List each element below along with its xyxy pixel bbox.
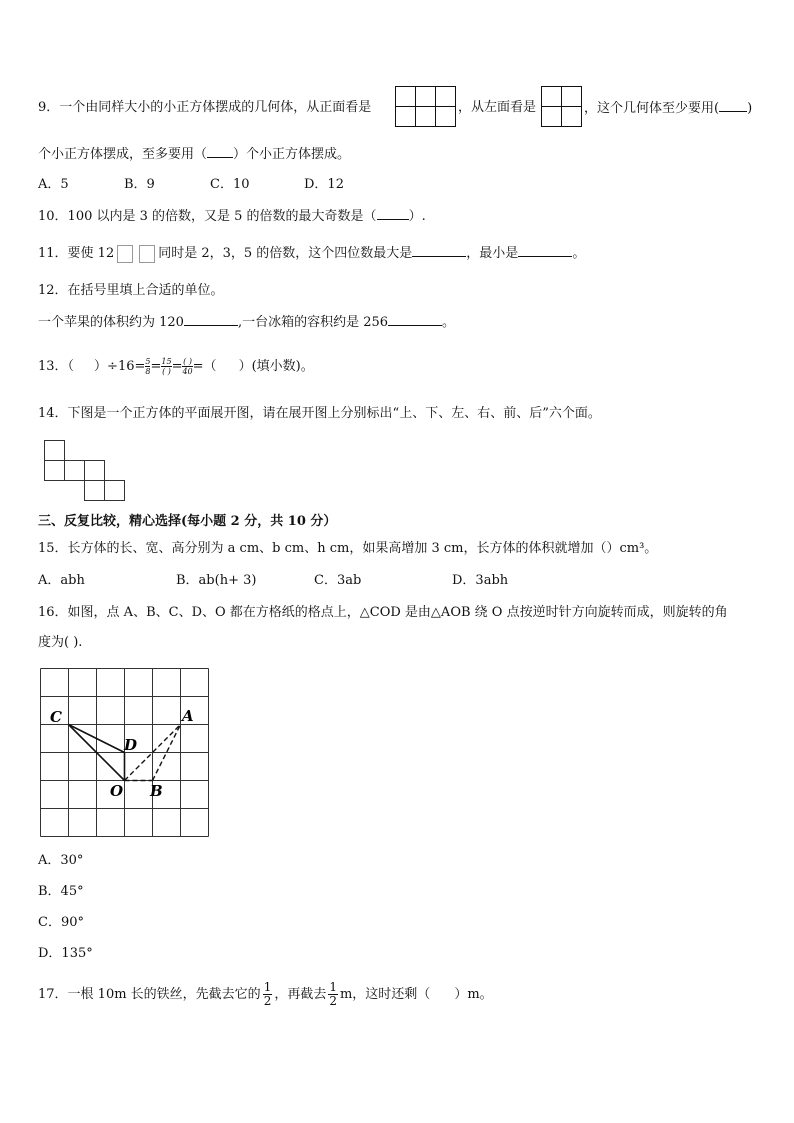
q9-text-c: ，这个几何体至少要用( <box>584 101 720 116</box>
q13-text-a: 13．（ <box>38 359 75 374</box>
q16-option-d[interactable]: D．135° <box>38 946 93 961</box>
point-b-label: B <box>150 782 163 800</box>
q13-blank-1[interactable] <box>74 358 94 370</box>
q13-blank-2[interactable] <box>217 358 239 370</box>
q17-text-c: m，这时还剩（ <box>339 987 431 1002</box>
q13-f2-num: 15 <box>161 357 172 366</box>
q13-fraction-3 <box>182 357 192 376</box>
q16-option-b[interactable]: B．45° <box>38 884 84 899</box>
q12-blank-apple[interactable] <box>184 313 238 326</box>
q9-line1-mid <box>458 99 536 117</box>
q17-line <box>38 980 493 1010</box>
q12-line-a: 一个苹果的体积约为 120 <box>38 315 184 330</box>
q13-line: 13．（ ）÷16= $\frac{5}{8}$ = 15 ( ) = ( ) 40 =（ ）(填小数)。 <box>38 357 314 376</box>
q16-line1: 16．如图，点 A、B、C、D、O 都在方格纸的格点上，△COD 是由△AOB 绕 O 点按逆时针方向旋转而成，则旋转的角 <box>38 605 728 620</box>
q9-left-view-figure <box>541 86 583 128</box>
q16-grid-figure <box>38 666 212 840</box>
q11-text-d: 。 <box>572 246 586 261</box>
q9-text-b: ，从左面看是 <box>458 100 537 115</box>
q17-text-d: ）m。 <box>454 987 493 1002</box>
q9-front-view-figure <box>395 86 457 128</box>
q9-option-c[interactable]: C．10 <box>210 177 250 192</box>
q9-blank-min[interactable] <box>719 99 747 112</box>
q10-blank[interactable] <box>377 207 409 220</box>
q17-fraction-2 <box>328 981 338 1008</box>
q9-line2 <box>38 145 350 164</box>
q9-option-d[interactable]: D．12 <box>304 177 344 192</box>
q11-line <box>38 244 585 263</box>
q17-f2-den: 2 <box>329 994 337 1008</box>
q17-f1-num: 1 <box>263 980 272 994</box>
q9-line2-b: ）个小正方体摆成。 <box>233 147 351 162</box>
q9-line2-a: 个小正方体摆成，至多要用（ <box>38 147 208 162</box>
q16-option-a[interactable]: A．30° <box>38 853 84 868</box>
point-d-label: D <box>124 736 138 754</box>
q9-option-b[interactable]: B．9 <box>124 177 155 192</box>
q16-option-c[interactable]: C．90° <box>38 915 84 930</box>
q14-line: 14．下图是一个正方体的平面展开图，请在展开图上分别标出“上、下、左、右、前、后”六个面。 <box>38 406 601 421</box>
q17-f1-den: 2 <box>263 994 272 1008</box>
q17-f2-num: 1 <box>329 980 337 994</box>
q11-text-a: 11．要使 12 <box>38 246 115 261</box>
q9-text-a: 9．一个由同样大小的小正方体摆成的几何体，从正面看是 <box>38 100 372 115</box>
point-o-label: O <box>110 782 124 800</box>
q15-option-d[interactable]: D．3abh <box>452 573 509 588</box>
q11-digit-box-2[interactable] <box>139 245 155 263</box>
q15-option-c[interactable]: C．3ab <box>314 573 362 588</box>
q11-text-c: ，最小是 <box>466 246 519 261</box>
q11-blank-min[interactable] <box>518 244 572 257</box>
q12-line <box>38 313 455 332</box>
point-a-label: A <box>182 707 194 725</box>
q14-cube-net-figure[interactable] <box>44 440 126 502</box>
q15-line: 15．长方体的长、宽、高分别为 a cm、b cm、h cm，如果高增加 3 cm，长方体的体积就增加（）cm³。 <box>38 541 658 556</box>
q9-blank-max[interactable] <box>207 145 233 158</box>
q15-option-b[interactable]: B．ab(h+ 3) <box>176 573 257 588</box>
q13-text-b: ）÷16= <box>94 359 146 374</box>
q13-text-c: =（ <box>192 359 217 374</box>
q9-text-d: ) <box>747 101 753 116</box>
q9-option-a[interactable]: A．5 <box>38 177 69 192</box>
point-c-label: C <box>50 708 62 726</box>
q12-line-c: 。 <box>442 315 456 330</box>
q13-f2-den: ( ) <box>162 367 171 376</box>
q13-fraction-1 <box>145 357 150 376</box>
q17-fraction-1 <box>263 981 273 1008</box>
q12-blank-fridge[interactable] <box>388 313 442 326</box>
q12-title: 12．在括号里填上合适的单位。 <box>38 283 224 298</box>
q13-fraction-2 <box>161 357 171 376</box>
q12-line-b: ,一台冰箱的容积约是 256 <box>237 315 389 330</box>
q9-line1 <box>38 99 371 117</box>
section3-title: 三、反复比较，精心选择(每小题 2 分，共 10 分） <box>38 514 337 529</box>
q13-f1-den: 8 <box>145 367 151 376</box>
q10-text-b: ）. <box>408 209 426 224</box>
q9-line1-end <box>584 99 752 118</box>
q13-f1-num: 5 <box>145 357 151 366</box>
q17-text-a: 17．一根 10m 长的铁丝，先截去它的 <box>38 987 261 1002</box>
q15-option-a[interactable]: A．abh <box>38 573 85 588</box>
q11-blank-max[interactable] <box>412 244 466 257</box>
q13-f3-den: 40 <box>182 367 193 376</box>
q17-text-b: ，再截去 <box>274 987 327 1002</box>
q11-digit-box-1[interactable] <box>117 245 133 263</box>
q13-text-d: ）(填小数)。 <box>238 359 314 374</box>
q16-line2: 度为( ). <box>38 635 83 650</box>
q10-line <box>38 207 426 226</box>
q10-text-a: 10．100 以内是 3 的倍数，又是 5 的倍数的最大奇数是（ <box>38 209 377 224</box>
q13-f3-num: ( ) <box>183 357 192 366</box>
q11-text-b: 同时是 2，3，5 的倍数，这个四位数最大是 <box>158 246 413 261</box>
q17-blank[interactable] <box>430 986 454 998</box>
